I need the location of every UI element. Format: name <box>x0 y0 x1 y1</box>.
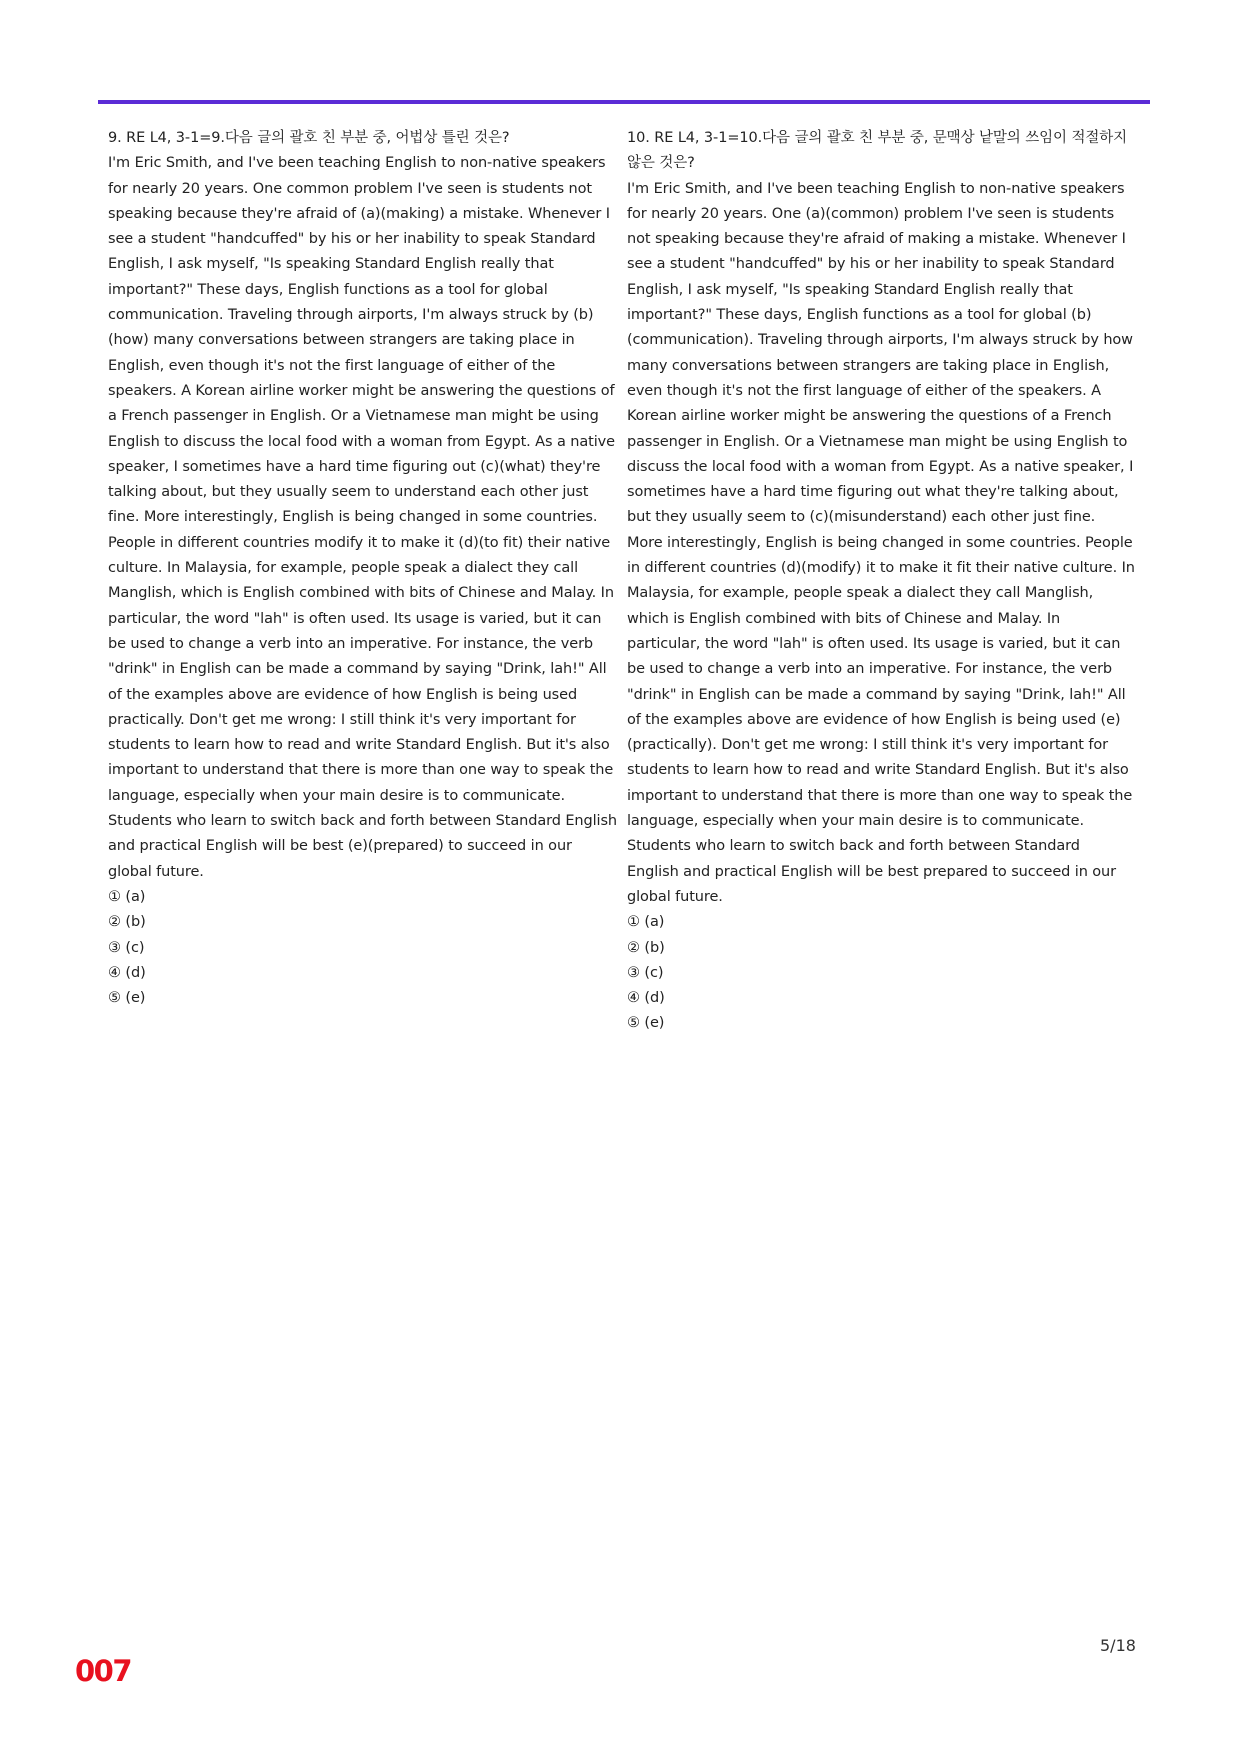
choice-1[interactable]: ① (a) <box>108 888 146 905</box>
answer-choices <box>627 910 1135 1036</box>
choice-4[interactable]: ④ (d) <box>627 990 665 1007</box>
header-divider <box>98 100 1150 104</box>
question-9 <box>108 126 618 1011</box>
choice-2[interactable]: ② (b) <box>108 914 146 931</box>
question-10 <box>627 126 1135 1037</box>
question-passage: I'm Eric Smith, and I've been teaching English to non-native speakers for nearly 20 years. One common problem I've seen is students not speaking because they're afraid of (a)(making) a mistake. Whenever I see a student "handcuffed" by his or her inability to speak Standard English, I ask myself, "Is speaking Standard English really that important?" These days, English functions as a tool for global communication. Traveling through airports, I'm always struck by (b)(how) many conversations between strangers are taking place in English, even though it's not the first language of either of the speakers. A Korean airline worker might be answering the questions of a French passenger in English. Or a Vietnamese man might be using English to discuss the local food with a woman from Egypt. As a native speaker, I sometimes have a hard time figuring out (c)(what) they're talking about, but they usually seem to understand each other just fine. More interestingly, English is being changed in some countries. People in different countries modify it to make it (d)(to fit) their native culture. In Malaysia, for example, people speak a dialect they call Manglish, which is English combined with bits of Chinese and Malay. In particular, the word "lah" is often used. Its usage is varied, but it can be used to change a verb into an imperative. For instance, the verb "drink" in English can be made a command by saying "Drink, lah!" All of the examples above are evidence of how English is being used practically. Don't get me wrong: I still think it's very important for students to learn how to read and write Standard English. But it's also important to understand that there is more than one way to speak the language, especially when your main desire is to communicate. Students who learn to switch back and forth between Standard English and practical English will be best (e)(prepared) to succeed in our global future. <box>108 155 617 880</box>
choice-2[interactable]: ② (b) <box>627 939 665 956</box>
brand-logo: 007 <box>75 1654 132 1688</box>
choice-5[interactable]: ⑤ (e) <box>627 1015 665 1032</box>
page-number: 5/18 <box>1100 1636 1136 1655</box>
question-title: 10. RE L4, 3-1=10.다음 글의 괄호 친 부분 중, 문맥상 낱말의 쓰임이 적절하지 않은 것은? <box>627 130 1128 172</box>
choice-3[interactable]: ③ (c) <box>627 964 664 981</box>
answer-choices <box>108 885 618 1011</box>
choice-5[interactable]: ⑤ (e) <box>108 990 146 1007</box>
choice-1[interactable]: ① (a) <box>627 914 665 931</box>
choice-3[interactable]: ③ (c) <box>108 939 145 956</box>
question-title: 9. RE L4, 3-1=9.다음 글의 괄호 친 부분 중, 어법상 틀린 것은? <box>108 130 510 146</box>
question-passage: I'm Eric Smith, and I've been teaching English to non-native speakers for nearly 20 years. One (a)(common) problem I've seen is students not speaking because they're afraid of making a mistake. Whenever I see a student "handcuffed" by his or her inability to speak Standard English, I ask myself, "Is speaking Standard English really that important?" These days, English functions as a tool for global (b)(communication). Traveling through airports, I'm always struck by how many conversations between strangers are taking place in English, even though it's not the first language of either of the speakers. A Korean airline worker might be answering the questions of a French passenger in English. Or a Vietnamese man might be using English to discuss the local food with a woman from Egypt. As a native speaker, I sometimes have a hard time figuring out what they're talking about, but they usually seem to (c)(misunderstand) each other just fine. More interestingly, English is being changed in some countries. People in different countries (d)(modify) it to make it fit their native culture. In Malaysia, for example, people speak a dialect they call Manglish, which is English combined with bits of Chinese and Malay. In particular, the word "lah" is often used. Its usage is varied, but it can be used to change a verb into an imperative. For instance, the verb "drink" in English can be made a command by saying "Drink, lah!" All of the examples above are evidence of how English is being used (e)(practically). Don't get me wrong: I still think it's very important for students to learn how to read and write Standard English. But it's also important to understand that there is more than one way to speak the language, especially when your main desire is to communicate. Students who learn to switch back and forth between Standard English and practical English will be best prepared to succeed in our global future. <box>627 180 1135 905</box>
choice-4[interactable]: ④ (d) <box>108 964 146 981</box>
